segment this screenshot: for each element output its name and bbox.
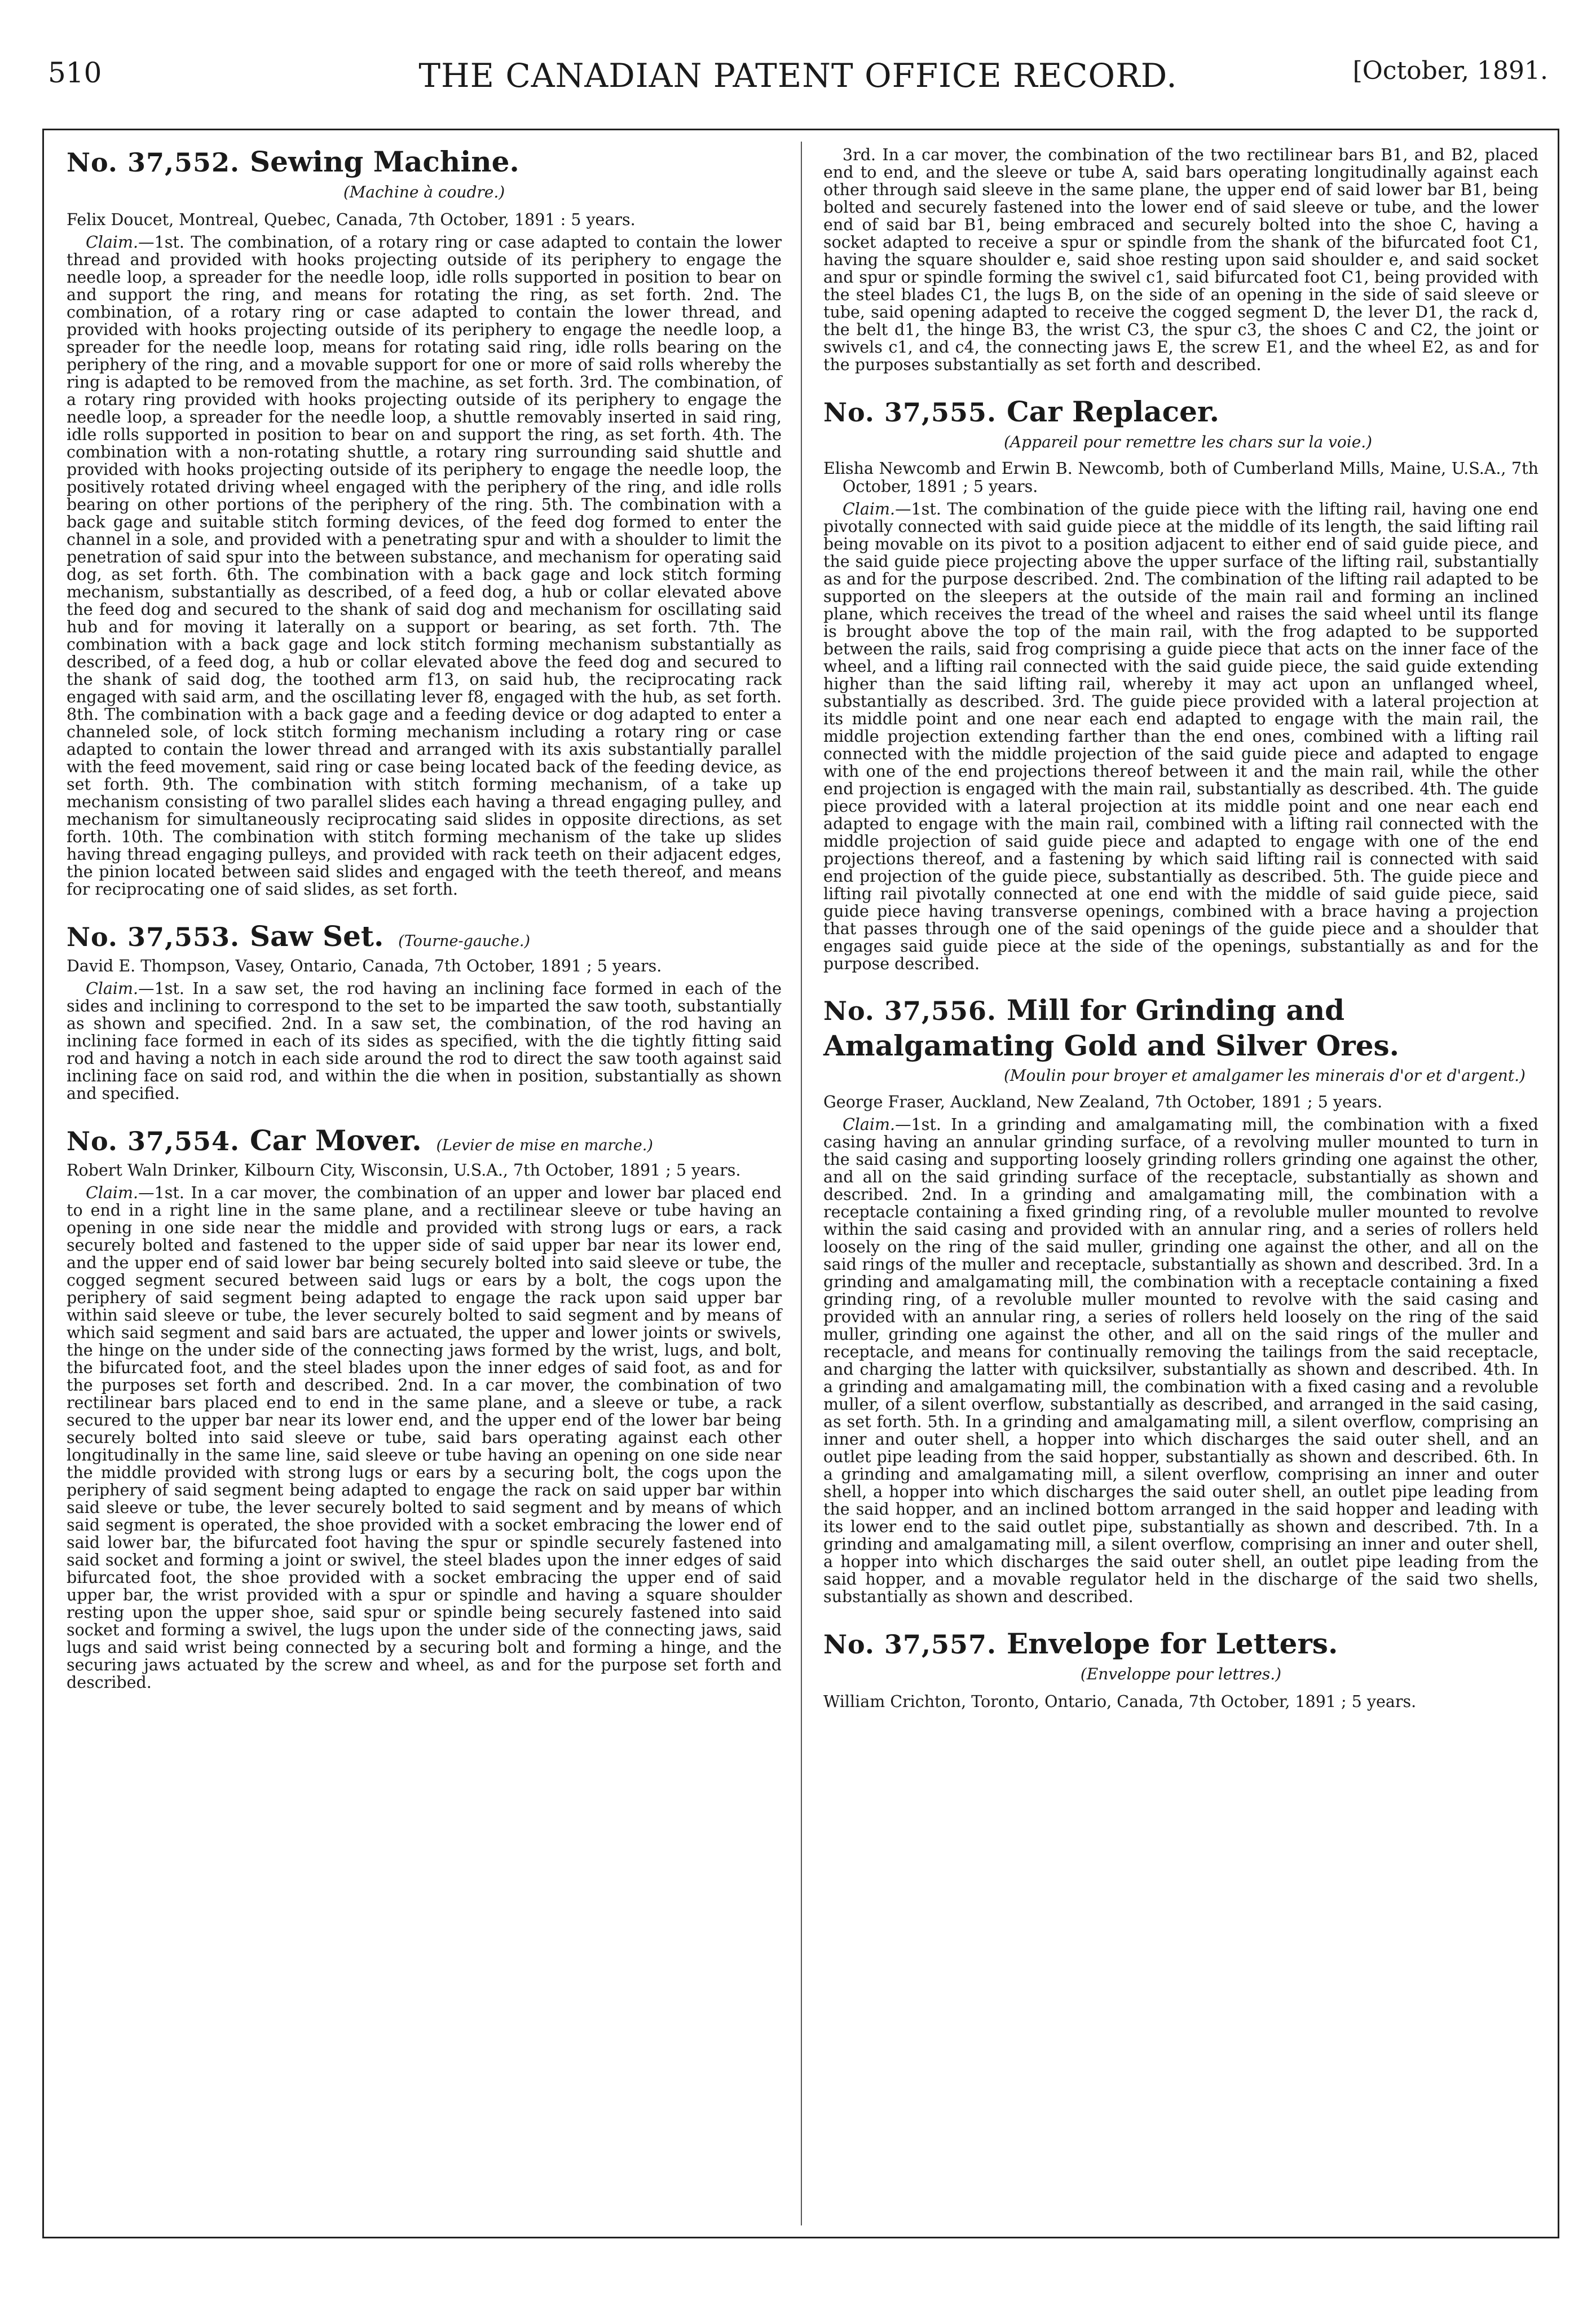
claim-label: Claim. (843, 500, 896, 518)
patent-author: Elisha Newcomb and Erwin B. Newcomb, both of Cumberland Mills, Maine, U.S.A., 7th October, 1891 ; 5 years. (823, 459, 1538, 496)
page-header (48, 56, 1548, 102)
patent-french-title: (Levier de mise en marche.) (436, 1137, 653, 1154)
patent-entry-37556 (823, 995, 1538, 1605)
patent-author: George Fraser, Auckland, New Zealand, 7th October, 1891 ; 5 years. (823, 1093, 1383, 1111)
patent-heading (823, 1628, 1538, 1665)
patent-french-title: (Moulin pour broyer et amalgamer les minerais d'or et d'argent.) (1004, 1066, 1526, 1085)
patent-french-title: (Enveloppe pour lettres.) (1080, 1665, 1282, 1683)
patent-entry-37555 (823, 396, 1538, 973)
claim-text: —1st. In a grinding and amalgamating mill, the combination with a fixed casing having an annular grinding surface, of a revolving muller mounted to turn in the said casing and supporting loosely grinding rollers grinding one against the other, and all on the said grinding surface of the receptacle, substantially as shown and described. 2nd. In a grinding and amalgamating mill, the combination with a receptacle containing a fixed grinding ring, of a revoluble muller mounted to revolve within the said casing and provided with an annular ring, and a series of rollers held loosely on the ring of the said muller, grinding one against the other, and all on the said rings of the muller and receptacle, substantially as shown and described. 3rd. In a grinding and amalgamating mill, the combination with a receptacle containing a fixed grinding ring, of a revoluble muller mounted to revolve with the said casing and provided with an annular ring, a series of rollers held loosely on the ring of the said muller, grinding one against the other, and all on the said rings of the muller and receptacle, and means for continually removing the tailings from the said receptacle, and charging the latter with quicksilver, substantially as shown and described. 4th. In a grinding and amalgamating mill, the combination with a fixed casing and a revoluble muller, of a silent overflow, substantially as described, and arranged in the said casing, as set forth. 5th. In a grinding and amalgamating mill, a silent overflow, comprising an inner and outer shell, a hopper into which discharges the said outer shell, and an outlet pipe leading from the said hopper, substantially as shown and described. 6th. In a grinding and amalgamating mill, a silent overflow, comprising an inner and outer shell, a hopper into which discharges the said outer shell, an outlet pipe leading from the said hopper, and an inclined bottom arranged in the said hopper and leading with its lower end to the said outlet pipe, substantially as shown and described. 7th. In a grinding and amalgamating mill, a silent overflow, comprising an inner and outer shell, a hopper into which discharges the said outer shell, an outlet pipe leading from the said hopper, and a movable regulator held in the discharge of the said two shells, substantially as shown and described. (823, 1115, 1538, 1606)
patent-claim-continuation: 3rd. In a car mover, the combination of the two rectilinear bars B1, and B2, placed end to end, and the sleeve or tube A, said bars operating longitudinally against each other through said sleeve in the same plane, the upper end of said lower bar B1, being bolted and securely fastened into the lower end of said sleeve or tube, and the lower end of said bar B1, being embraced and securely bolted into the shoe C, having a socket adapted to receive a spur or spindle from the shank of the bifurcated foot C1, having the square shoulder e, said shoe resting upon said shoulder e, and said socket and spur or spindle forming the swivel c1, said bifurcated foot C1, being provided with the steel blades C1, the lugs B, on the side of an opening in the side of said sleeve or tube, said opening adapted to receive the cogged segment D, the lever D1, the rack d, the belt d1, the hinge B3, the wrist C3, the spur c3, the shoes C and C2, the joint or swivels c1, and c4, the connecting jaws E, the screw E1, and the wheel E2, as and for the purposes substantially as set forth and described. (823, 146, 1538, 374)
patent-heading (823, 995, 1538, 1066)
page-frame (42, 129, 1559, 2238)
claim-text: —1st. In a saw set, the rod having an inclining face formed in each of the sides and inclining to correspond to the set to be imparted the saw tooth, substantially as shown and specified. 2nd. In a saw set, the combination, of the rod having an inclining face formed in each of its sides as specified, with the die tightly fitting said rod and having a notch in each side around the rod to direct the saw tooth against said inclining face on said rod, and within the die when in position, substantially as shown and specified. (67, 979, 782, 1103)
claim-text: —1st. In a car mover, the combination of an upper and lower bar placed end to end in a right line in the same plane, and a rectilinear sleeve or tube having an opening in one side near the middle and provided with strong lugs or ears, a rack securely bolted and fastened to the upper side of said upper bar near its lower end, and the upper end of said lower bar being securely bolted into said sleeve or tube, the cogged segment secured between said lugs or ears by a bolt, the cogs upon the periphery of said segment being adapted to engage the rack upon said upper bar within said sleeve or tube, the lever securely bolted to said segment and by means of which said segment and said bars are actuated, the upper and lower joints or swivels, the hinge on the under side of the connecting jaws formed by the wrist, lugs, and bolt, the bifurcated foot, and the steel blades upon the inner edges of said foot, as and for the purposes set forth and described. 2nd. In a car mover, the combination of two rectilinear bars placed end to end in the same plane, and a sleeve or tube, a rack secured to the upper bar near its lower end, and the upper end of the lower bar being securely bolted into said sleeve or tube, said bars operating against each other longitudinally in the same line, said sleeve or tube having an opening on one side near the middle provided with strong lugs or ears by a securing bolt, the cogs upon the periphery of said segment being adapted to engage the rack on said upper bar within said sleeve or tube, the lever securely bolted to said segment and by means of which said segment is operated, the shoe provided with a socket embracing the lower end of said lower bar, the bifurcated foot having the spur or spindle securely fastened into said socket and forming a joint or swivel, the steel blades upon the inner edges of said bifurcated foot, the shoe provided with a socket embracing the upper end of said upper bar, the wrist provided with a spur or spindle and having a square shoulder resting upon the upper shoe, said spur or spindle being securely fastened into said socket and forming a swivel, the lugs upon the under side of the connecting jaws, said lugs and said wrist being connected by a securing bolt and forming a hinge, and the securing jaws actuated by the screw and wheel, as and for the purpose set forth and described. (67, 1184, 782, 1692)
patent-number: No. 37,553. (67, 922, 240, 952)
patent-author: Robert Waln Drinker, Kilbourn City, Wisconsin, U.S.A., 7th October, 1891 ; 5 years. (67, 1161, 741, 1180)
patent-number: No. 37,557. (823, 1629, 997, 1660)
patent-number: No. 37,554. (67, 1126, 240, 1156)
patent-name: Saw Set. (250, 920, 384, 953)
patent-claim (823, 1116, 1538, 1605)
patent-entry-37554 (67, 1125, 782, 1691)
column-divider (801, 142, 802, 2225)
patent-heading (67, 1125, 782, 1162)
patent-entry-37554-continued (823, 146, 1538, 373)
patent-french-title: (Appareil pour remettre les chars sur la voie.) (1004, 433, 1373, 451)
page-number: 510 (48, 56, 102, 89)
patent-name: Mill for Grinding and Amalgamating Gold and Silver Ores. (823, 993, 1400, 1062)
patent-french-title: (Machine à coudre.) (343, 183, 505, 201)
patent-heading (67, 921, 782, 957)
claim-label: Claim. (86, 1184, 139, 1202)
patent-number: No. 37,555. (823, 397, 997, 428)
patent-heading (67, 146, 782, 183)
claim-label: Claim. (843, 1115, 896, 1134)
patent-claim (67, 234, 782, 898)
patent-number: No. 37,556. (823, 996, 997, 1026)
claim-text: —1st. The combination of the guide piece with the lifting rail, having one end pivotally connected with said guide piece at the middle of its length, the said lifting rail being movable on its pivot to a position adjacent to either end of said guide piece, and the said guide piece projecting above the upper surface of the lifting rail, substantially as and for the purpose described. 2nd. The combination of the lifting rail adapted to be supported on the sleepers at the outside of the main rail and forming an inclined plane, which receives the tread of the wheel and raises the said wheel until its flange is brought above the top of the main rail, with the frog adapted to be supported between the rails, said frog comprising a guide piece that acts on the inner face of the wheel, and a lifting rail connected with the said guide piece, the said guide extending higher than the said lifting rail, whereby it may act upon an unflanged wheel, substantially as described. 3rd. The guide piece provided with a lateral projection at its middle point and one near each end adapted to engage with the main rail, the middle projection extending farther than the end ones, combined with a lifting rail connected with the middle projection of the said guide piece and adapted to engage with one of the end projections thereof between it and the main rail, while the other end projection is engaged with the main rail, substantially as described. 4th. The guide piece provided with a lateral projection at its middle point and one near each end adapted to engage with the main rail, combined with a lifting rail connected with the middle projection of said guide piece and adapted to engage with one of the end projections thereof, and a fastening by which said lifting rail is connected with said end projection of the guide piece, substantially as described. 5th. The guide piece and lifting rail pivotally connected at one end with the middle of said guide piece, said guide piece having transverse openings, combined with a brace having a projection that passes through one of the said openings of the guide piece and a shoulder that engages said guide piece at the side of the openings, substantially as and for the purpose described. (823, 500, 1538, 973)
publication-title: THE CANADIAN PATENT OFFICE RECORD. (418, 56, 1178, 95)
patent-entry-37552 (67, 146, 782, 898)
patent-author: Felix Doucet, Montreal, Quebec, Canada, 7th October, 1891 : 5 years. (67, 210, 636, 229)
patent-name: Sewing Machine. (250, 145, 519, 178)
patent-claim (823, 500, 1538, 973)
patent-name: Envelope for Letters. (1007, 1627, 1338, 1660)
claim-label: Claim. (86, 233, 139, 252)
patent-name: Car Mover. (250, 1124, 422, 1157)
patent-author: David E. Thompson, Vasey, Ontario, Canada, 7th October, 1891 ; 5 years. (67, 957, 662, 975)
patent-claim (67, 1184, 782, 1691)
patent-heading (823, 396, 1538, 433)
patent-entry-37553 (67, 921, 782, 1102)
patent-number: No. 37,552. (67, 147, 240, 178)
patent-author: William Crichton, Toronto, Ontario, Canada, 7th October, 1891 ; 5 years. (823, 1692, 1417, 1711)
patent-french-title: (Tourne-gauche.) (398, 932, 531, 950)
claim-label: Claim. (86, 979, 139, 998)
patent-entry-37557 (823, 1628, 1538, 1711)
left-column (67, 146, 782, 1714)
right-column (823, 146, 1538, 1734)
patent-claim (67, 980, 782, 1102)
claim-text: —1st. The combination, of a rotary ring or case adapted to contain the lower thread and provided with hooks projecting outside of its periphery to engage the needle loop, a spreader for the needle loop, idle rolls supported in position to bear on and support the ring, and means for rotating the ring, as set forth. 2nd. The combination, of a rotary ring or case adapted to contain the lower thread, and provided with hooks projecting outside of its periphery to engage the needle loop, a spreader for the needle loop, means for rotating said ring, idle rolls bearing on the periphery of the ring, and a movable support for one or more of said rolls whereby the ring is adapted to be removed from the machine, as set forth. 3rd. The combination, of a rotary ring provided with hooks projecting outside of its periphery to engage the needle loop, a spreader for the needle loop, a shuttle removably inserted in said ring, idle rolls supported in position to bear on and support the ring, as set forth. 4th. The combination with a non-rotating shuttle, a rotary ring surrounding said shuttle and provided with hooks projecting outside of its periphery to engage the needle loop, the positively rotated driving wheel engaged with the periphery of the ring, and idle rolls bearing on other portions of the periphery of the ring. 5th. The combination with a back gage and suitable stitch forming devices, of the feed dog formed to enter the channel in a sole, and provided with a penetrating spur and with a shoulder to limit the penetration of said spur into the between substance, and mechanism for operating said dog, as set forth. 6th. The combination with a back gage and lock stitch forming mechanism, substantially as described, of a feed dog, a hub or collar elevated above the feed dog and secured to the shank of said dog and mechanism for oscillating said hub and for moving it laterally on a support or bearing, as set forth. 7th. The combination with a back gage and lock stitch forming mechanism substantially as described, of a feed dog, a hub or collar elevated above the feed dog and secured to the shank of said dog, the toothed arm f13, on said hub, the reciprocating rack engaged with said arm, and the oscillating lever f8, engaged with the hub, as set forth. 8th. The combination with a back gage and a feeding device or dog adapted to enter a channeled sole, of lock stitch forming mechanism including a rotary ring or case adapted to contain the lower thread and arranged with its axis substantially parallel with the feed movement, said ring or case being located back of the feeding device, as set forth. 9th. The combination with stitch forming mechanism, of a take up mechanism consisting of two parallel slides each having a thread engaging pulley, and mechanism for simultaneously reciprocating said slides in opposite directions, as set forth. 10th. The combination with stitch forming mechanism of the take up slides having thread engaging pulleys, and provided with rack teeth on their adjacent edges, the pinion located between said slides and engaged with the teeth thereof, and means for reciprocating one of said slides, as set forth. (67, 233, 782, 899)
issue-date: [October, 1891. (1352, 56, 1548, 85)
patent-name: Car Replacer. (1007, 395, 1220, 428)
